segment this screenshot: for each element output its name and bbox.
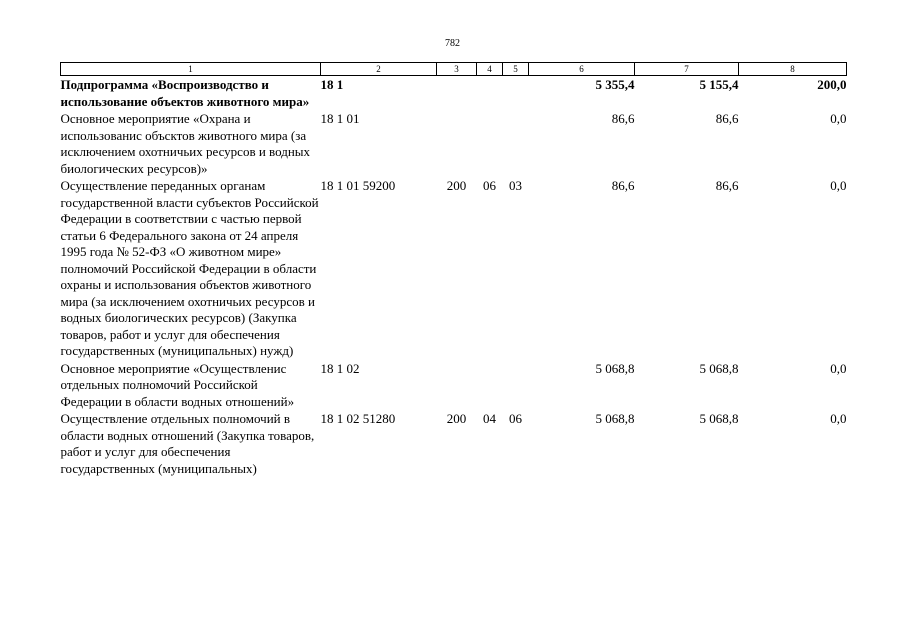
row-amount-col6: 5 068,8	[595, 411, 635, 426]
column-header: 6	[529, 63, 635, 76]
row-amount-col8: 0,0	[830, 178, 847, 193]
column-header: 3	[437, 63, 477, 76]
row-classification-code: 18 1 01 59200	[320, 178, 396, 193]
row-subsection: 03	[509, 178, 522, 193]
column-number-header-row	[61, 63, 847, 76]
budget-table	[60, 62, 847, 477]
row-amount-col7: 5 068,8	[699, 411, 739, 426]
row-expense-type	[437, 360, 477, 411]
row-expense-type	[437, 110, 477, 177]
row-section: 04	[483, 411, 496, 426]
page-number: 782	[445, 38, 460, 49]
column-header: 8	[739, 63, 847, 76]
row-amount-col6: 86,6	[611, 111, 635, 126]
table-body	[61, 76, 847, 478]
row-expense-type: 200	[446, 411, 467, 426]
row-section	[477, 360, 503, 411]
row-description: Основное мероприятие «Осуществленис отдельных полномочий Российской Федерации в области водных отношений»	[60, 360, 295, 409]
row-description: Основное мероприятие «Охрана и использованис объсктов животного мира (за исключением охотничьих ресурсов и водных биологических ресурсов)»	[60, 111, 311, 176]
row-section	[477, 110, 503, 177]
column-header: 7	[635, 63, 739, 76]
row-amount-col8: 0,0	[830, 360, 847, 376]
row-classification-code: 18 1 02 51280	[320, 411, 396, 426]
table-row	[61, 410, 847, 477]
row-description: Осуществление переданных органам государственной власти субъектов Российской Федерации в соответствии с частью первой статьи 6 Федерального закона от 24 апреля 1995 года № 52-ФЗ «О животном мире» полномочий Российской Федерации в области охраны и использования объектов животного мира (за исключением охотничьих ресурсов и водных биологических ресурсов) (Закупка товаров, работ и услуг для обеспечения государственных (муниципальных) нужд)	[60, 178, 319, 358]
column-header: 1	[61, 63, 321, 76]
row-amount-col6: 86,6	[611, 178, 635, 193]
table-row	[61, 177, 847, 360]
row-amount-col8: 0,0	[830, 111, 847, 126]
row-subsection	[503, 76, 529, 111]
row-section	[477, 76, 503, 111]
row-subsection	[503, 110, 529, 177]
table-row	[61, 76, 847, 111]
column-header: 4	[477, 63, 503, 76]
row-amount-col6: 5 355,4	[595, 77, 635, 92]
row-amount-col8: 200,0	[817, 77, 847, 92]
row-amount-col7: 86,6	[715, 111, 739, 126]
row-classification-code: 18 1 02	[320, 360, 360, 376]
row-subsection	[503, 360, 529, 411]
row-amount-col7: 5 068,8	[699, 360, 739, 376]
column-header: 2	[321, 63, 437, 76]
table-row	[61, 360, 847, 411]
row-classification-code: 18 1	[320, 77, 344, 92]
row-section: 06	[483, 178, 496, 193]
row-expense-type: 200	[446, 178, 467, 193]
row-amount-col7: 5 155,4	[699, 77, 739, 92]
column-header: 5	[503, 63, 529, 76]
row-amount-col8: 0,0	[830, 411, 847, 426]
table-row	[61, 110, 847, 177]
row-subsection: 06	[509, 411, 522, 426]
row-amount-col6: 5 068,8	[595, 360, 635, 376]
row-expense-type	[437, 76, 477, 111]
row-amount-col7: 86,6	[715, 178, 739, 193]
row-classification-code: 18 1 01	[320, 111, 360, 126]
row-description: Подпрограмма «Воспроизводство и использование объектов животного мира»	[60, 77, 310, 109]
row-description: Осуществление отдельных полномочий в области водных отношений (Закупка товаров, работ и услуг для обеспечения государственных (муниципальных)	[60, 411, 315, 476]
